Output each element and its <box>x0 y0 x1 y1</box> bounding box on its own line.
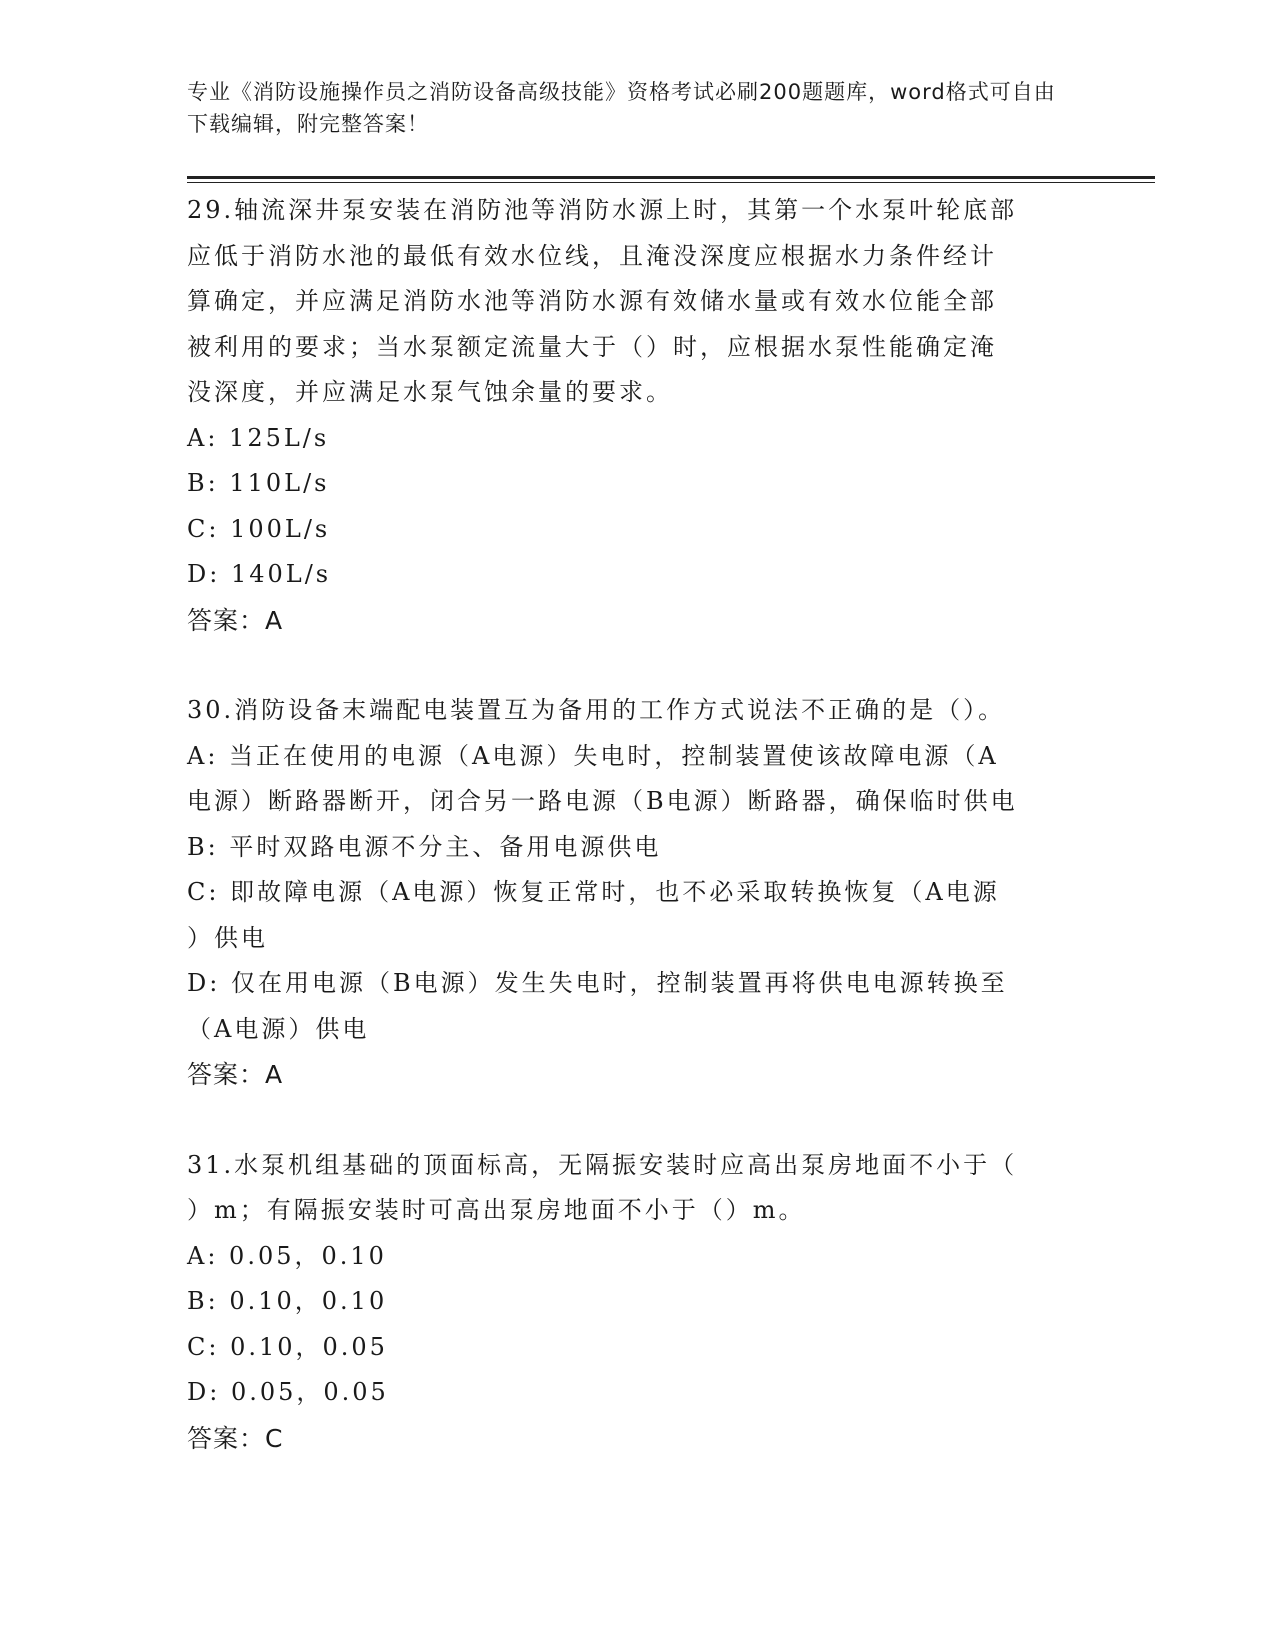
option-c: C: 即故障电源（A电源）恢复正常时，也不必采取转换恢复（A电源 ）供电 <box>187 878 1000 952</box>
header-divider-thin <box>187 182 1155 183</box>
option-d: D: 140L/s <box>187 560 332 588</box>
option-a: A: 0.05，0.10 <box>187 1241 387 1270</box>
question-list <box>187 188 1087 1461</box>
question-31 <box>187 1143 1087 1462</box>
option-c: C: 0.10，0.05 <box>187 1332 388 1361</box>
answer-label: 答案：A <box>187 605 284 635</box>
question-stem: 31.水泵机组基础的顶面标高，无隔振安装时应高出泵房地面不小于（ ）m；有隔振安装时可高出泵房地面不小于（）m。 <box>187 1150 1018 1224</box>
option-b: B: 110L/s <box>187 469 330 497</box>
option-a: A: 125L/s <box>187 423 330 452</box>
question-29 <box>187 188 1087 643</box>
option-a: A: 当正在使用的电源（A电源）失电时，控制装置使该故障电源（A 电源）断路器断开，闭合另一路电源（B电源）断路器，确保临时供电 <box>187 741 1018 815</box>
question-stem: 30.消防设备末端配电装置互为备用的工作方式说法不正确的是（）。 <box>187 696 1006 724</box>
answer-label: 答案：A <box>187 1060 284 1089</box>
option-c: C: 100L/s <box>187 514 331 543</box>
question-spacer <box>187 1098 1087 1143</box>
option-d: D: 0.05，0.05 <box>187 1378 389 1406</box>
question-30 <box>187 688 1087 1098</box>
option-d: D: 仅在用电源（B电源）发生失电时，控制装置再将供电电源转换至 （A电源）供电 <box>187 969 1008 1043</box>
page-header-title: 专业《消防设施操作员之消防设备高级技能》资格考试必刷200题题库，word格式可自由下载编辑，附完整答案！ <box>187 80 1056 136</box>
answer-label: 答案：C <box>187 1423 284 1453</box>
header-divider-thick <box>187 176 1155 179</box>
option-b: B: 0.10，0.10 <box>187 1287 388 1315</box>
question-spacer <box>187 643 1087 688</box>
question-stem: 29.轴流深井泵安装在消防池等消防水源上时，其第一个水泵叶轮底部 应低于消防水池的最低有效水位线，且淹没深度应根据水力条件经计 算确定，并应满足消防水池等消防水源有效储水量或有效水位能全部 被利用的要求；当水泵额定流量大于（）时，应根据水泵性能确定淹 没深度，并应满足水泵气蚀余量的要求。 <box>187 196 1018 406</box>
option-b: B: 平时双路电源不分主、备用电源供电 <box>187 832 662 861</box>
